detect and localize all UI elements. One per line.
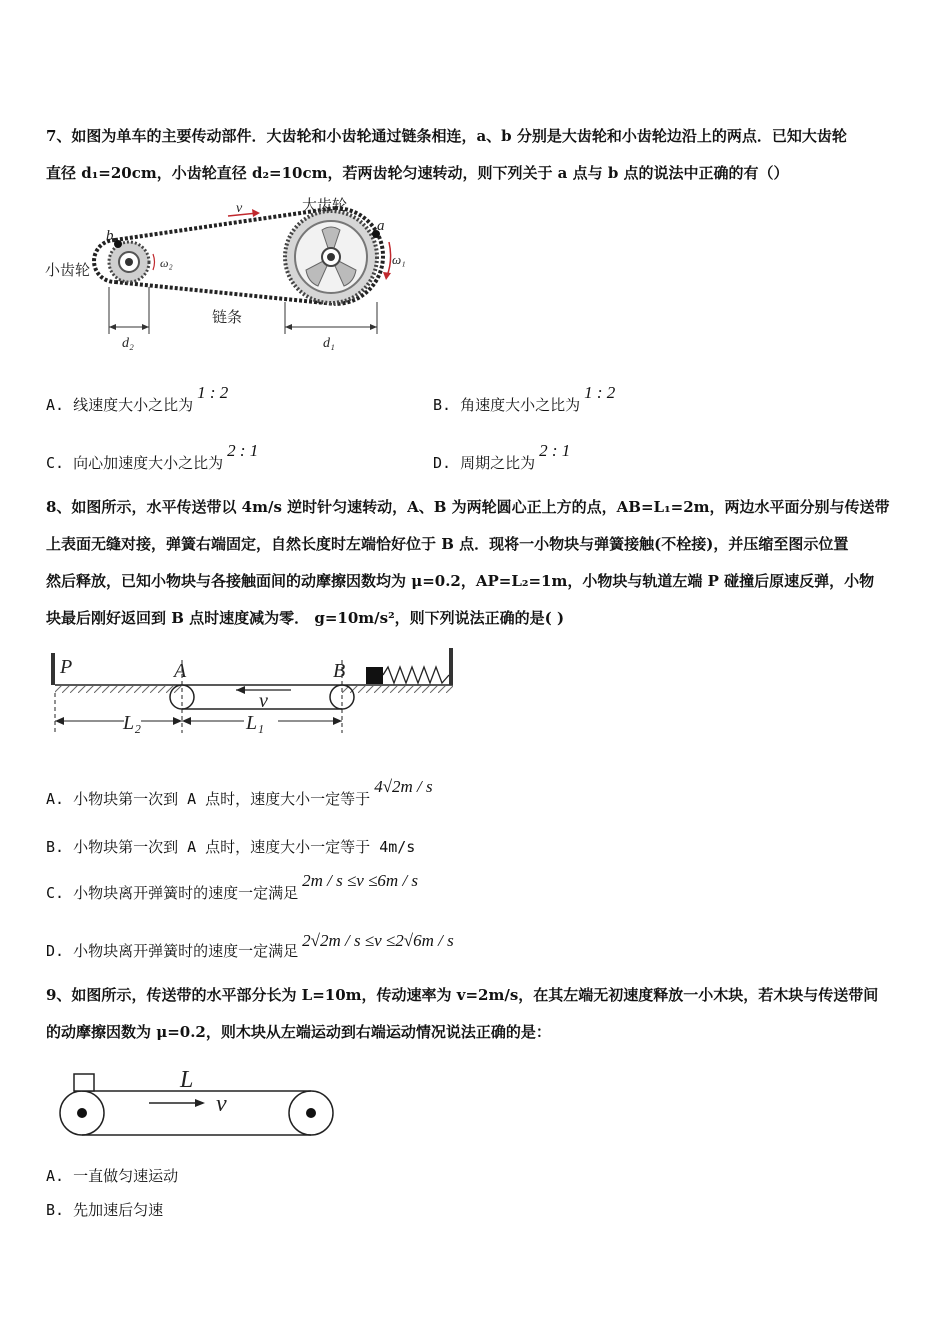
length-label: L [180,1067,194,1093]
q7-option-a[interactable]: A. 线速度大小之比为1 : 2 [46,383,229,414]
small-gear-label: 小齿轮 [45,262,91,279]
l2-label: L₂ [123,712,142,734]
q9-option-a[interactable]: A. 一直做匀速运动 [46,1167,179,1185]
question-7-line-2: 直径 d₁=20cm，小齿轮直径 d₂=10cm，若两齿轮匀速转动，则下列关于 a 点与 b 点的说法中正确的有（） [46,164,789,182]
q8-option-c-math: 2m / s ≤v ≤6m / s [302,871,419,890]
q7-option-c[interactable]: C. 向心加速度大小之比为2 : 1 [46,441,259,472]
question-8-line-3: 然后释放，已知小物块与各接触面间的动摩擦因数均为 μ=0.2，AP=L₂=1m，小物块与轨道左端 P 碰撞后原速反弹，小物 [46,572,875,590]
point-a-label: A [174,660,187,682]
omega1-label: ω₁ [392,252,406,267]
question-8-line-1: 8、如图所示，水平传送带以 4m/s 逆时针匀速转动，A、B 为两轮圆心正上方的点，AB=L₁=2m，两边水平面分别与传送带 [46,498,890,516]
q7-option-d[interactable]: D. 周期之比为2 : 1 [433,441,571,472]
q7-option-b[interactable]: B. 角速度大小之比为1 : 2 [433,383,616,414]
chain-label: 链条 [212,309,243,326]
velocity-label: v [216,1091,227,1117]
q9-option-b[interactable]: B. 先加速后匀速 [46,1201,164,1219]
q7-option-d-math: 2 : 1 [539,441,571,460]
q8-option-d-math: 2√2m / s ≤v ≤2√6m / s [302,931,454,950]
bicycle-gear-figure [40,192,430,357]
question-7-line-1: 7、如图为单车的主要传动部件．大齿轮和小齿轮通过链条相连，a、b 分别是大齿轮和小齿轮边沿上的两点．已知大齿轮 [46,127,847,145]
point-b-label: B [333,660,346,682]
q7-option-a-math: 1 : 2 [197,383,229,402]
conveyor-belt-figure [55,1062,340,1144]
omega2-label: ω₂ [160,256,173,270]
conveyor-spring-figure [46,645,461,750]
question-8-line-4: 块最后刚好返回到 B 点时速度减为零． g=10m/s²，则下列说法正确的是( ) [46,609,565,627]
question-8-line-2: 上表面无缝对接，弹簧右端固定，自然长度时左端恰好位于 B 点．现将一小物块与弹簧接触(不栓接)，并压缩至图示位置 [46,535,849,553]
point-p-label: P [60,656,73,678]
q7-option-b-math: 1 : 2 [584,383,616,402]
q8-option-c[interactable]: C. 小物块离开弹簧时的速度一定满足2m / s ≤v ≤6m / s [46,871,419,902]
big-gear-label: 大齿轮 [302,197,348,214]
q8-option-a-math: 4√2m / s [374,777,433,796]
d2-label: d₂ [122,336,134,351]
point-a-label: a [377,218,385,234]
l1-label: L₁ [246,712,265,734]
question-9-line-1: 9、如图所示，传送带的水平部分长为 L=10m，传动速率为 v=2m/s，在其左端无初速度释放一小木块，若木块与传送带间 [46,986,879,1004]
velocity-label: v [236,201,243,216]
q8-option-b[interactable]: B. 小物块第一次到 A 点时，速度大小一定等于 4m/s [46,838,416,856]
q8-option-a[interactable]: A. 小物块第一次到 A 点时，速度大小一定等于4√2m / s [46,777,433,808]
q8-option-d[interactable]: D. 小物块离开弹簧时的速度一定满足2√2m / s ≤v ≤2√6m / s [46,931,454,960]
point-b-label: b [106,228,114,244]
d1-label: d₁ [323,336,335,351]
q7-option-c-math: 2 : 1 [227,441,259,460]
question-9-line-2: 的动摩擦因数为 μ=0.2，则木块从左端运动到右端运动情况说法正确的是： [46,1023,551,1041]
velocity-label: v [259,690,268,712]
